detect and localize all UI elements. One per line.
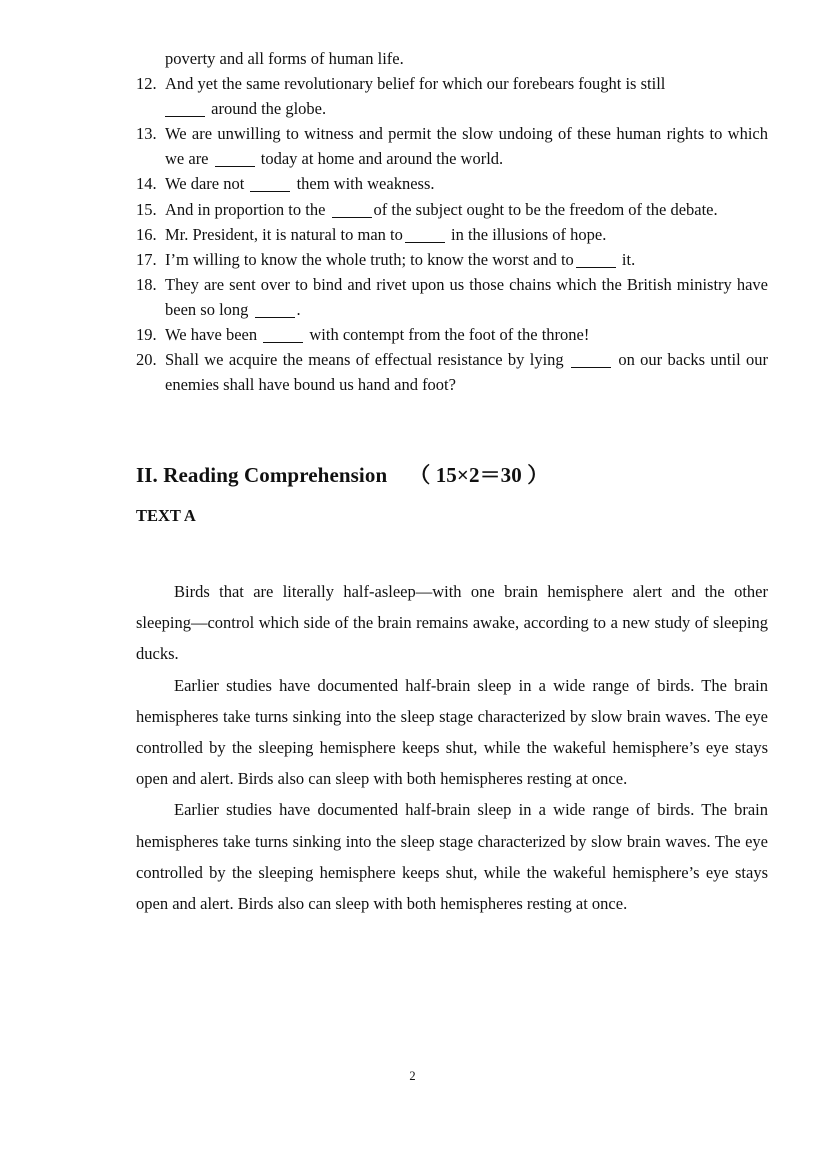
answer-blank	[332, 201, 372, 218]
item-number: 13.	[136, 124, 157, 144]
answer-blank	[255, 301, 295, 318]
list-item	[136, 222, 768, 247]
list-item	[136, 347, 768, 397]
item-text-before: Shall we acquire the means of effectual resistance by lying	[165, 350, 569, 370]
passage-paragraph: Earlier studies have documented half-brain sleep in a wide range of birds. The brain hemispheres take turns sinking into the sleep stage characterized by slow brain waves. The eye controlled by the sleeping hemisphere keeps shut, while the wakeful hemisphere’s eye stays open and alert. Birds also can sleep with both hemispheres resting at once.	[136, 675, 768, 789]
list-item	[136, 71, 768, 121]
item-text-before: We are unwilling to witness and permit the slow undoing of these human rights to which we are	[165, 124, 768, 169]
item-text-after: .	[296, 299, 301, 319]
answer-blank	[576, 251, 616, 268]
item-text-after: it.	[617, 249, 636, 269]
answer-blank	[405, 226, 445, 243]
item-text-before: They are sent over to bind and rivet upon us those chains which the British ministry have been so long	[165, 274, 768, 319]
answer-blank	[165, 100, 205, 117]
section-heading	[136, 459, 548, 489]
item-number: 12.	[136, 74, 157, 94]
item-text-before: And yet the same revolutionary belief for which our forebears fought is still	[165, 74, 666, 94]
item-text-before: We have been	[165, 325, 262, 345]
item-text-after: in the illusions of hope.	[446, 224, 607, 244]
item-text-after: of the subject ought to be the freedom of the debate.	[373, 199, 718, 219]
item-text-before: We dare not	[165, 174, 249, 194]
list-item	[136, 121, 768, 171]
answer-blank	[250, 175, 290, 192]
answer-blank	[215, 150, 255, 167]
item-text-before: Mr. President, it is natural to man to	[165, 224, 403, 244]
answer-blank	[263, 326, 303, 343]
item-text: poverty and all forms of human life.	[165, 49, 404, 68]
list-item	[136, 247, 768, 272]
fill-in-blank-list	[136, 46, 768, 397]
item-text-after: them with weakness.	[292, 174, 435, 194]
item-number: 20.	[136, 350, 157, 370]
item-text-after: today at home and around the world.	[256, 149, 504, 169]
item-number: 15.	[136, 199, 157, 219]
item-text-after: around the globe.	[207, 99, 327, 119]
item-number: 19.	[136, 325, 157, 345]
list-item	[136, 322, 768, 347]
page-number: 2	[409, 1069, 416, 1083]
passage-paragraph: Earlier studies have documented half-brain sleep in a wide range of birds. The brain hemispheres take turns sinking into the sleep stage characterized by slow brain waves. The eye controlled by the sleeping hemisphere keeps shut, while the wakeful hemisphere’s eye stays open and alert. Birds also can sleep with both hemispheres resting at once.	[136, 800, 768, 914]
item-text-after: with contempt from the foot of the throne!	[305, 325, 590, 345]
item-number: 16.	[136, 224, 157, 244]
passage-paragraph: Birds that are literally half-asleep—with one brain hemisphere alert and the other sleeping—control which side of the brain remains awake, according to a new study of sleeping ducks.	[136, 582, 768, 664]
item-number: 18.	[136, 274, 157, 294]
section-score: （ 15×2＝30 ）	[409, 463, 549, 487]
item-number: 17.	[136, 249, 157, 269]
list-item	[136, 197, 768, 222]
text-label: TEXT A	[136, 506, 196, 525]
section-title: II. Reading Comprehension	[136, 463, 388, 487]
answer-blank	[571, 351, 611, 368]
item-11-continuation	[136, 46, 768, 71]
item-text-before: I’m willing to know the whole truth; to know the worst and to	[165, 249, 574, 269]
list-item	[136, 171, 768, 196]
item-text-before: And in proportion to the	[165, 199, 330, 219]
reading-passage	[136, 576, 768, 919]
list-item	[136, 272, 768, 322]
item-text-after: on our backs until our enemies shall have bound us hand and foot?	[165, 350, 768, 395]
item-number: 14.	[136, 174, 157, 194]
